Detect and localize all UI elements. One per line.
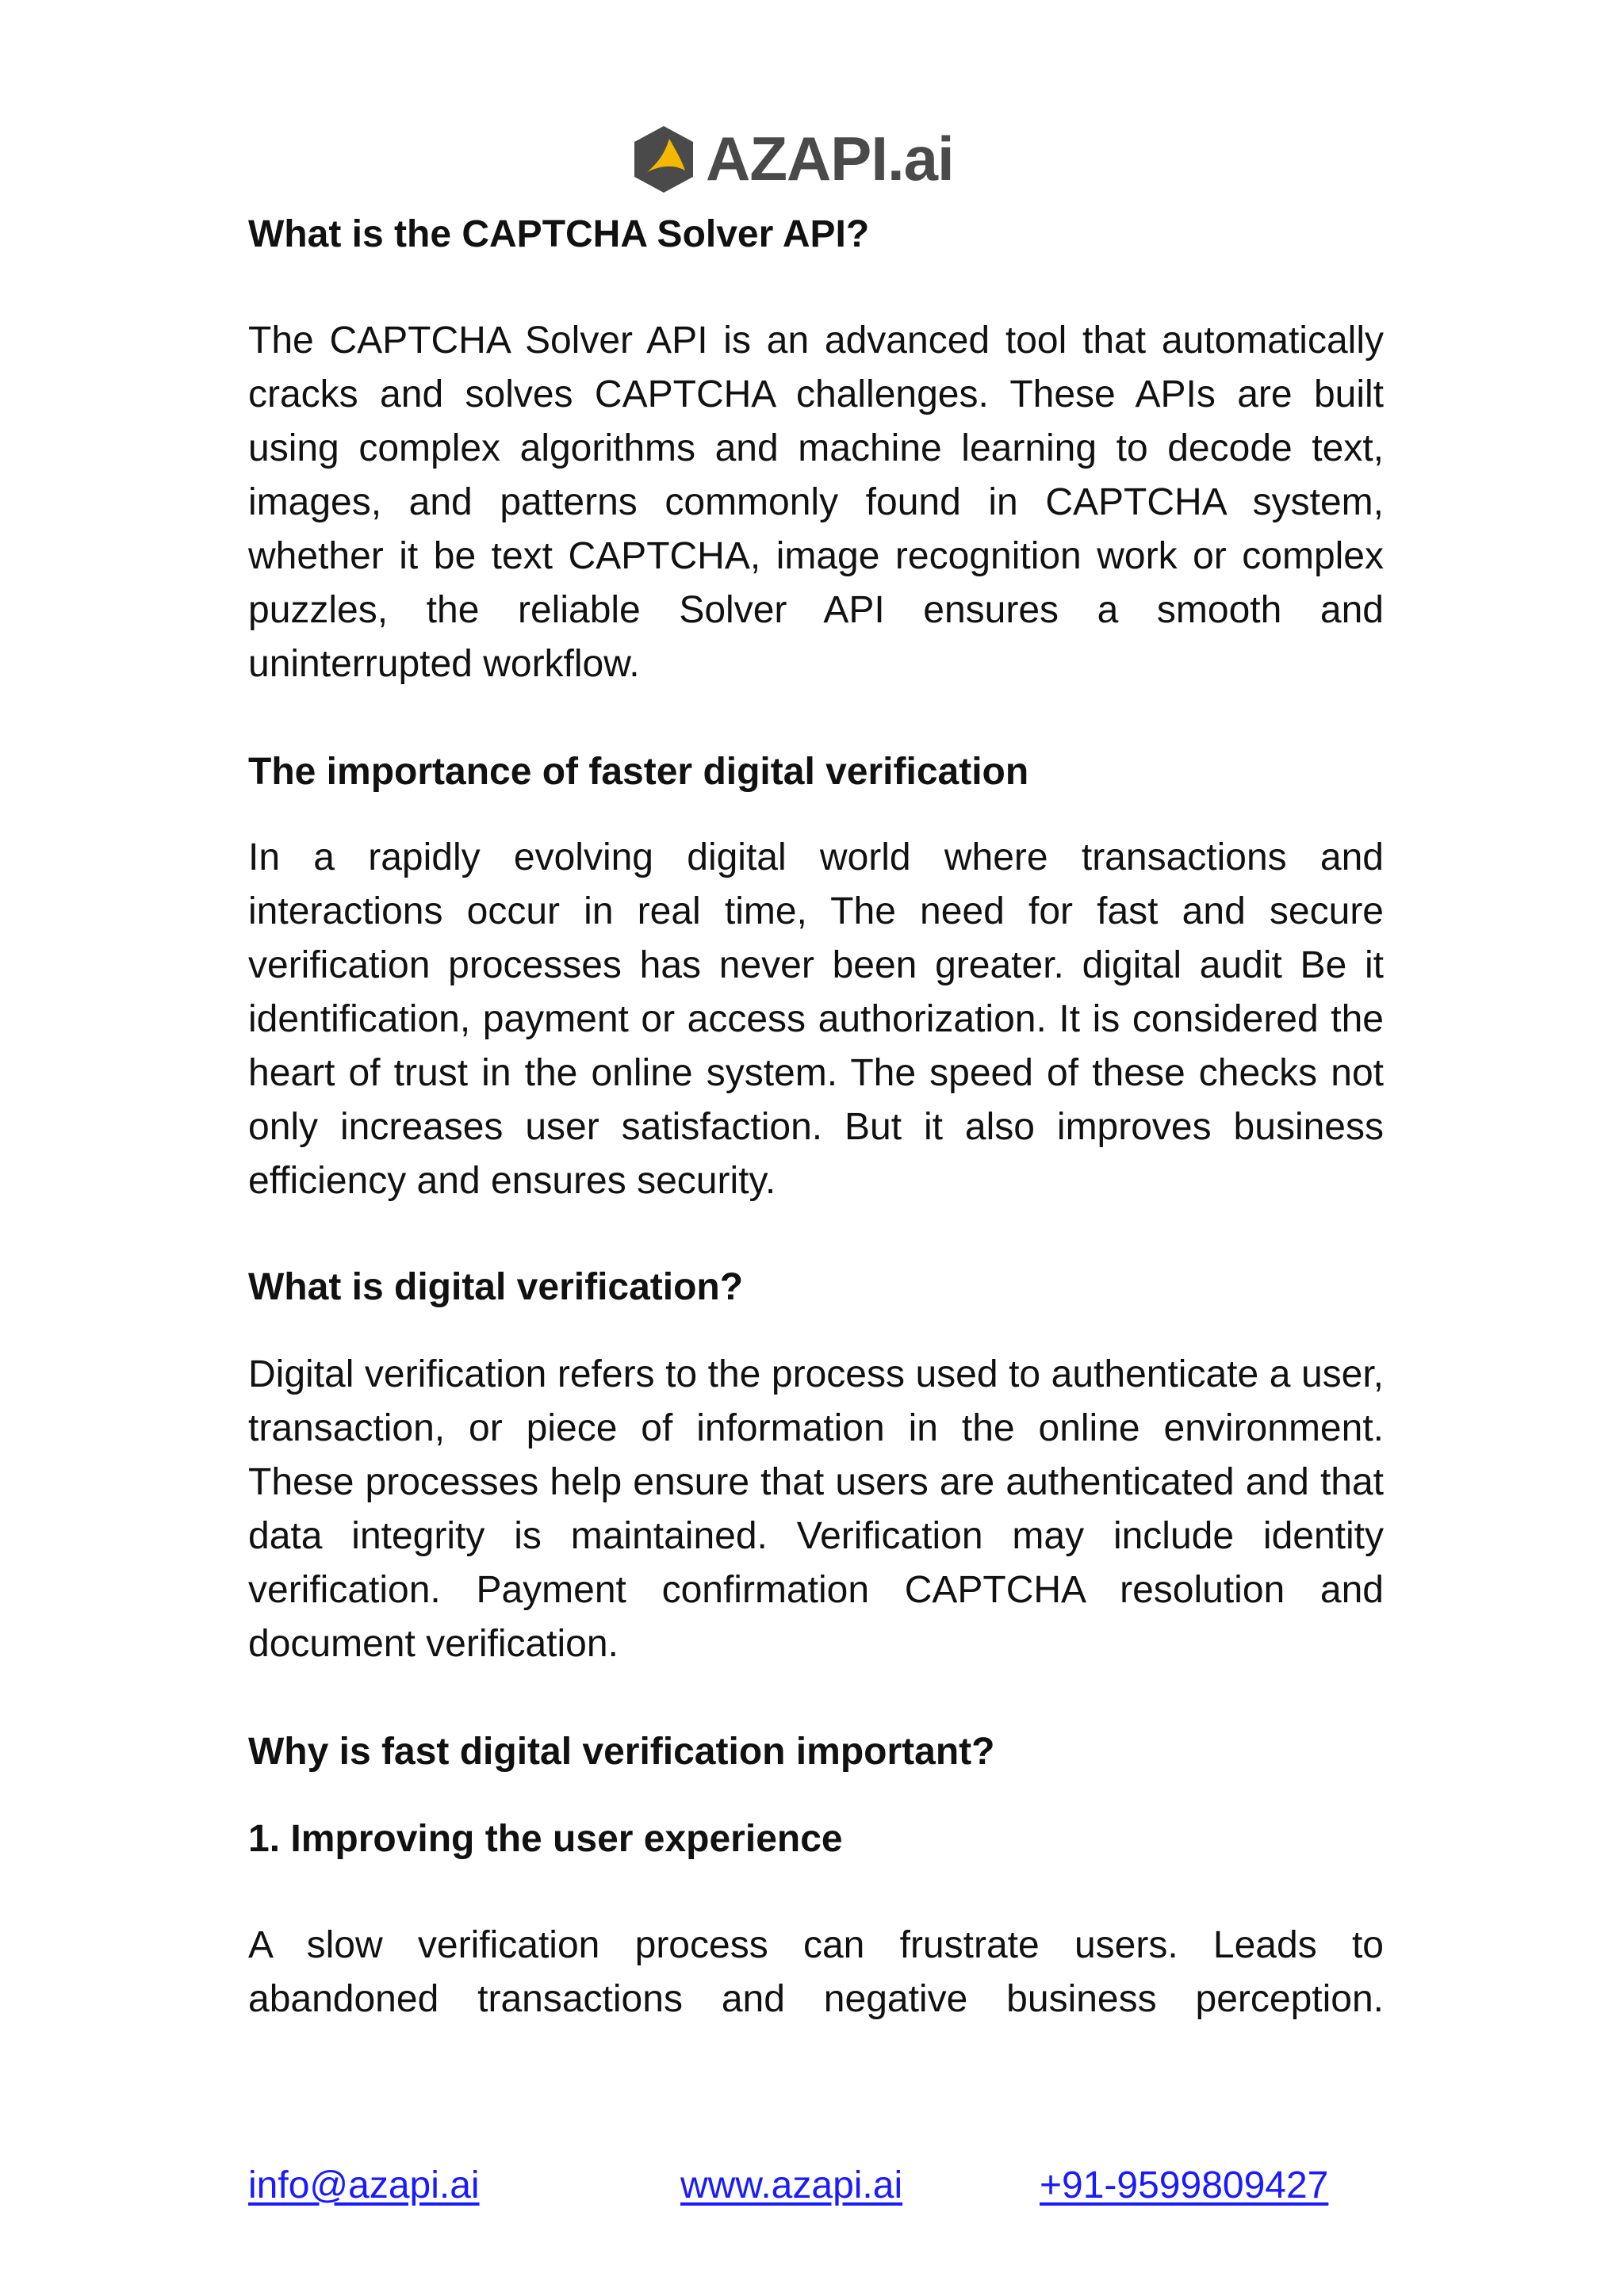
section-paragraph: The CAPTCHA Solver API is an advanced tool that automatically cracks and solves CAPTCHA challenges. These APIs are built using complex algorithms and machine learning to decode text, images, and patterns commonly found in CAPTCHA system, whether it be text CAPTCHA, image recognition work or complex puzzles, the reliable Solver API ensures a smooth and uninterrupted workflow. bbox=[248, 320, 1384, 685]
section-heading: What is digital verification? bbox=[248, 1266, 744, 1308]
section-heading: The importance of faster digital verification bbox=[248, 751, 1029, 793]
section-heading: What is the CAPTCHA Solver API? bbox=[248, 213, 870, 255]
section-paragraph: Digital verification refers to the process used to authenticate a user, transaction, or piece of information in the online environment. These processes help ensure that users are authenticated and that data integrity is maintained. Verification may include identity verification. Payment confirmation CAPTCHA resolution and document verification. bbox=[248, 1353, 1384, 1665]
logo-wordmark: AZAPI.ai bbox=[706, 124, 954, 193]
subsection-heading: 1. Improving the user experience bbox=[248, 1818, 843, 1860]
section-paragraph: A slow verification process can frustrate users. Leads to abandoned transactions and negative business perception. bbox=[248, 1924, 1384, 2020]
section-heading: Why is fast digital verification important? bbox=[248, 1731, 995, 1773]
footer-email-link[interactable]: info@azapi.ai bbox=[248, 2164, 480, 2206]
section-paragraph: In a rapidly evolving digital world where transactions and interactions occur in real time, The need for fast and secure verification processes has never been greater. digital audit Be it identification, payment or access authorization. It is considered the heart of trust in the online system. The speed of these checks not only increases user satisfaction. But it also improves business efficiency and ensures security. bbox=[248, 836, 1384, 1202]
page-footer bbox=[0, 2158, 1624, 2214]
azapi-logo-icon bbox=[630, 123, 698, 194]
article-body bbox=[248, 208, 1384, 2026]
footer-website-link[interactable]: www.azapi.ai bbox=[680, 2164, 903, 2206]
footer-phone-link[interactable]: +91-9599809427 bbox=[1040, 2164, 1329, 2206]
brand-logo bbox=[630, 119, 954, 198]
